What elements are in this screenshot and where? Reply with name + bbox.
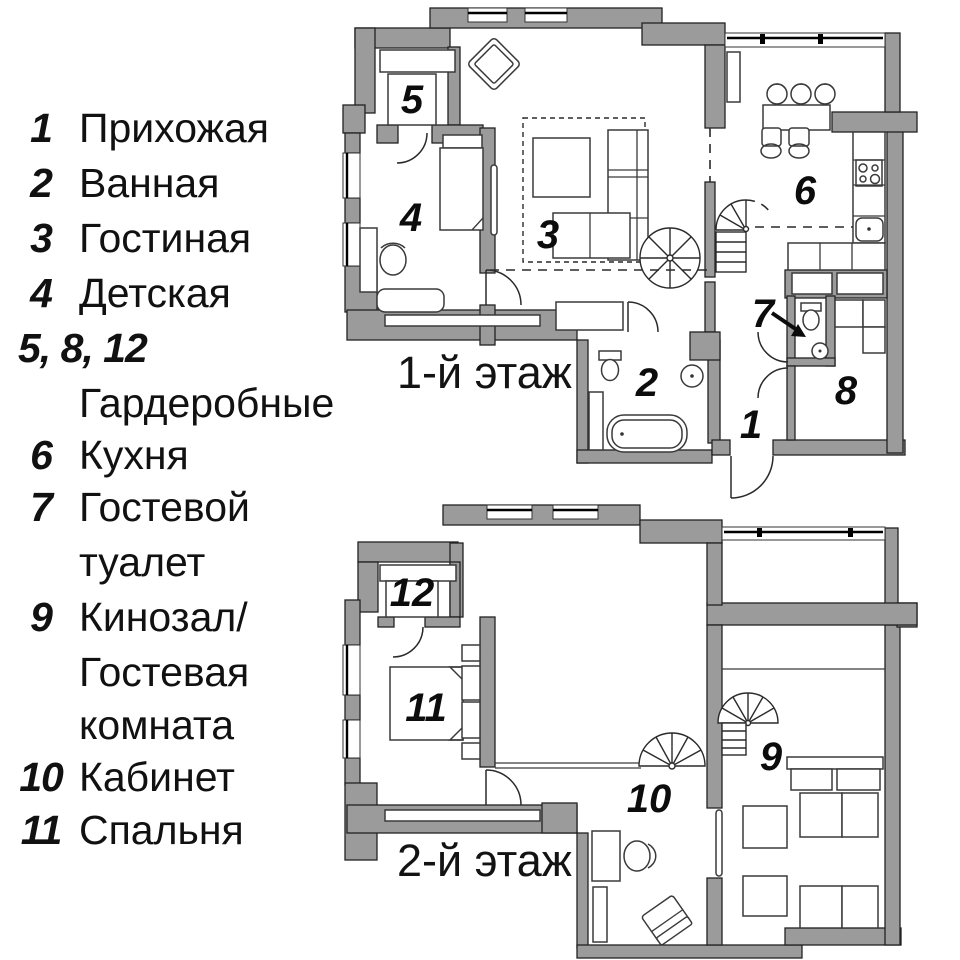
sliding-door-icon <box>716 810 722 876</box>
floor1-label: 1-й этаж <box>397 347 572 398</box>
legend-number: 3 <box>30 215 52 261</box>
room-number-2: 2 <box>635 361 659 405</box>
legend-label: Кухня <box>79 432 189 478</box>
landing-railing <box>495 763 641 768</box>
bedroom-furniture <box>385 645 540 821</box>
room-number-5: 5 <box>400 78 424 122</box>
legend-label: Ванная <box>79 160 220 206</box>
room-number-9: 9 <box>759 735 783 779</box>
legend-label: Прихожая <box>79 105 269 151</box>
room-number-1: 1 <box>739 403 763 447</box>
legend-label: Кабинет <box>79 754 235 800</box>
legend-label: Детская <box>79 270 231 316</box>
legend-number: 10 <box>19 754 63 800</box>
room-number-10: 10 <box>626 777 672 821</box>
room-number-11: 11 <box>405 686 447 730</box>
kitchen-staircase-icon <box>716 200 772 272</box>
room-number-6: 6 <box>793 169 817 213</box>
legend-number: 11 <box>20 807 62 853</box>
legend-number: 4 <box>30 270 52 316</box>
armchair-icon <box>467 37 521 91</box>
room-number-4: 4 <box>399 196 423 240</box>
legend-label: Гостевая <box>79 649 250 695</box>
floor1-plan <box>343 8 917 498</box>
legend-label: Спальня <box>79 807 244 853</box>
kids-room-furniture <box>360 135 540 326</box>
legend-number: 5, 8, 12 <box>18 325 147 371</box>
lounge-chair-icon <box>641 895 692 945</box>
floor2-label: 2-й этаж <box>397 835 572 886</box>
legend-label: туалет <box>79 539 206 585</box>
room-number-7: 7 <box>751 292 775 336</box>
guest-toilet-fixtures <box>801 303 828 359</box>
room-number-12: 12 <box>389 571 435 615</box>
office-chair-icon <box>624 841 650 871</box>
legend-number: 2 <box>30 160 52 206</box>
legend-label: Гостиная <box>79 215 252 261</box>
legend-number: 6 <box>30 432 52 478</box>
legend-label: Гостевой <box>79 484 250 530</box>
spiral-staircase-icon <box>639 733 705 769</box>
legend-number: 1 <box>30 105 52 151</box>
wardrobe-8-shelves <box>835 300 885 353</box>
toilet-icon <box>599 351 621 360</box>
desk-icon <box>592 831 620 881</box>
legend-number: 9 <box>30 594 52 640</box>
legend-label: комната <box>79 702 235 748</box>
spiral-staircase-icon <box>640 228 700 288</box>
room-number-8: 8 <box>834 369 858 413</box>
floor2-plan <box>343 505 917 958</box>
legend-label: Кинозал/ <box>79 594 248 640</box>
room-number-3: 3 <box>536 213 560 257</box>
legend-number: 7 <box>30 484 52 530</box>
office-furniture <box>592 831 692 945</box>
legend-label: Гардеробные <box>79 380 335 426</box>
